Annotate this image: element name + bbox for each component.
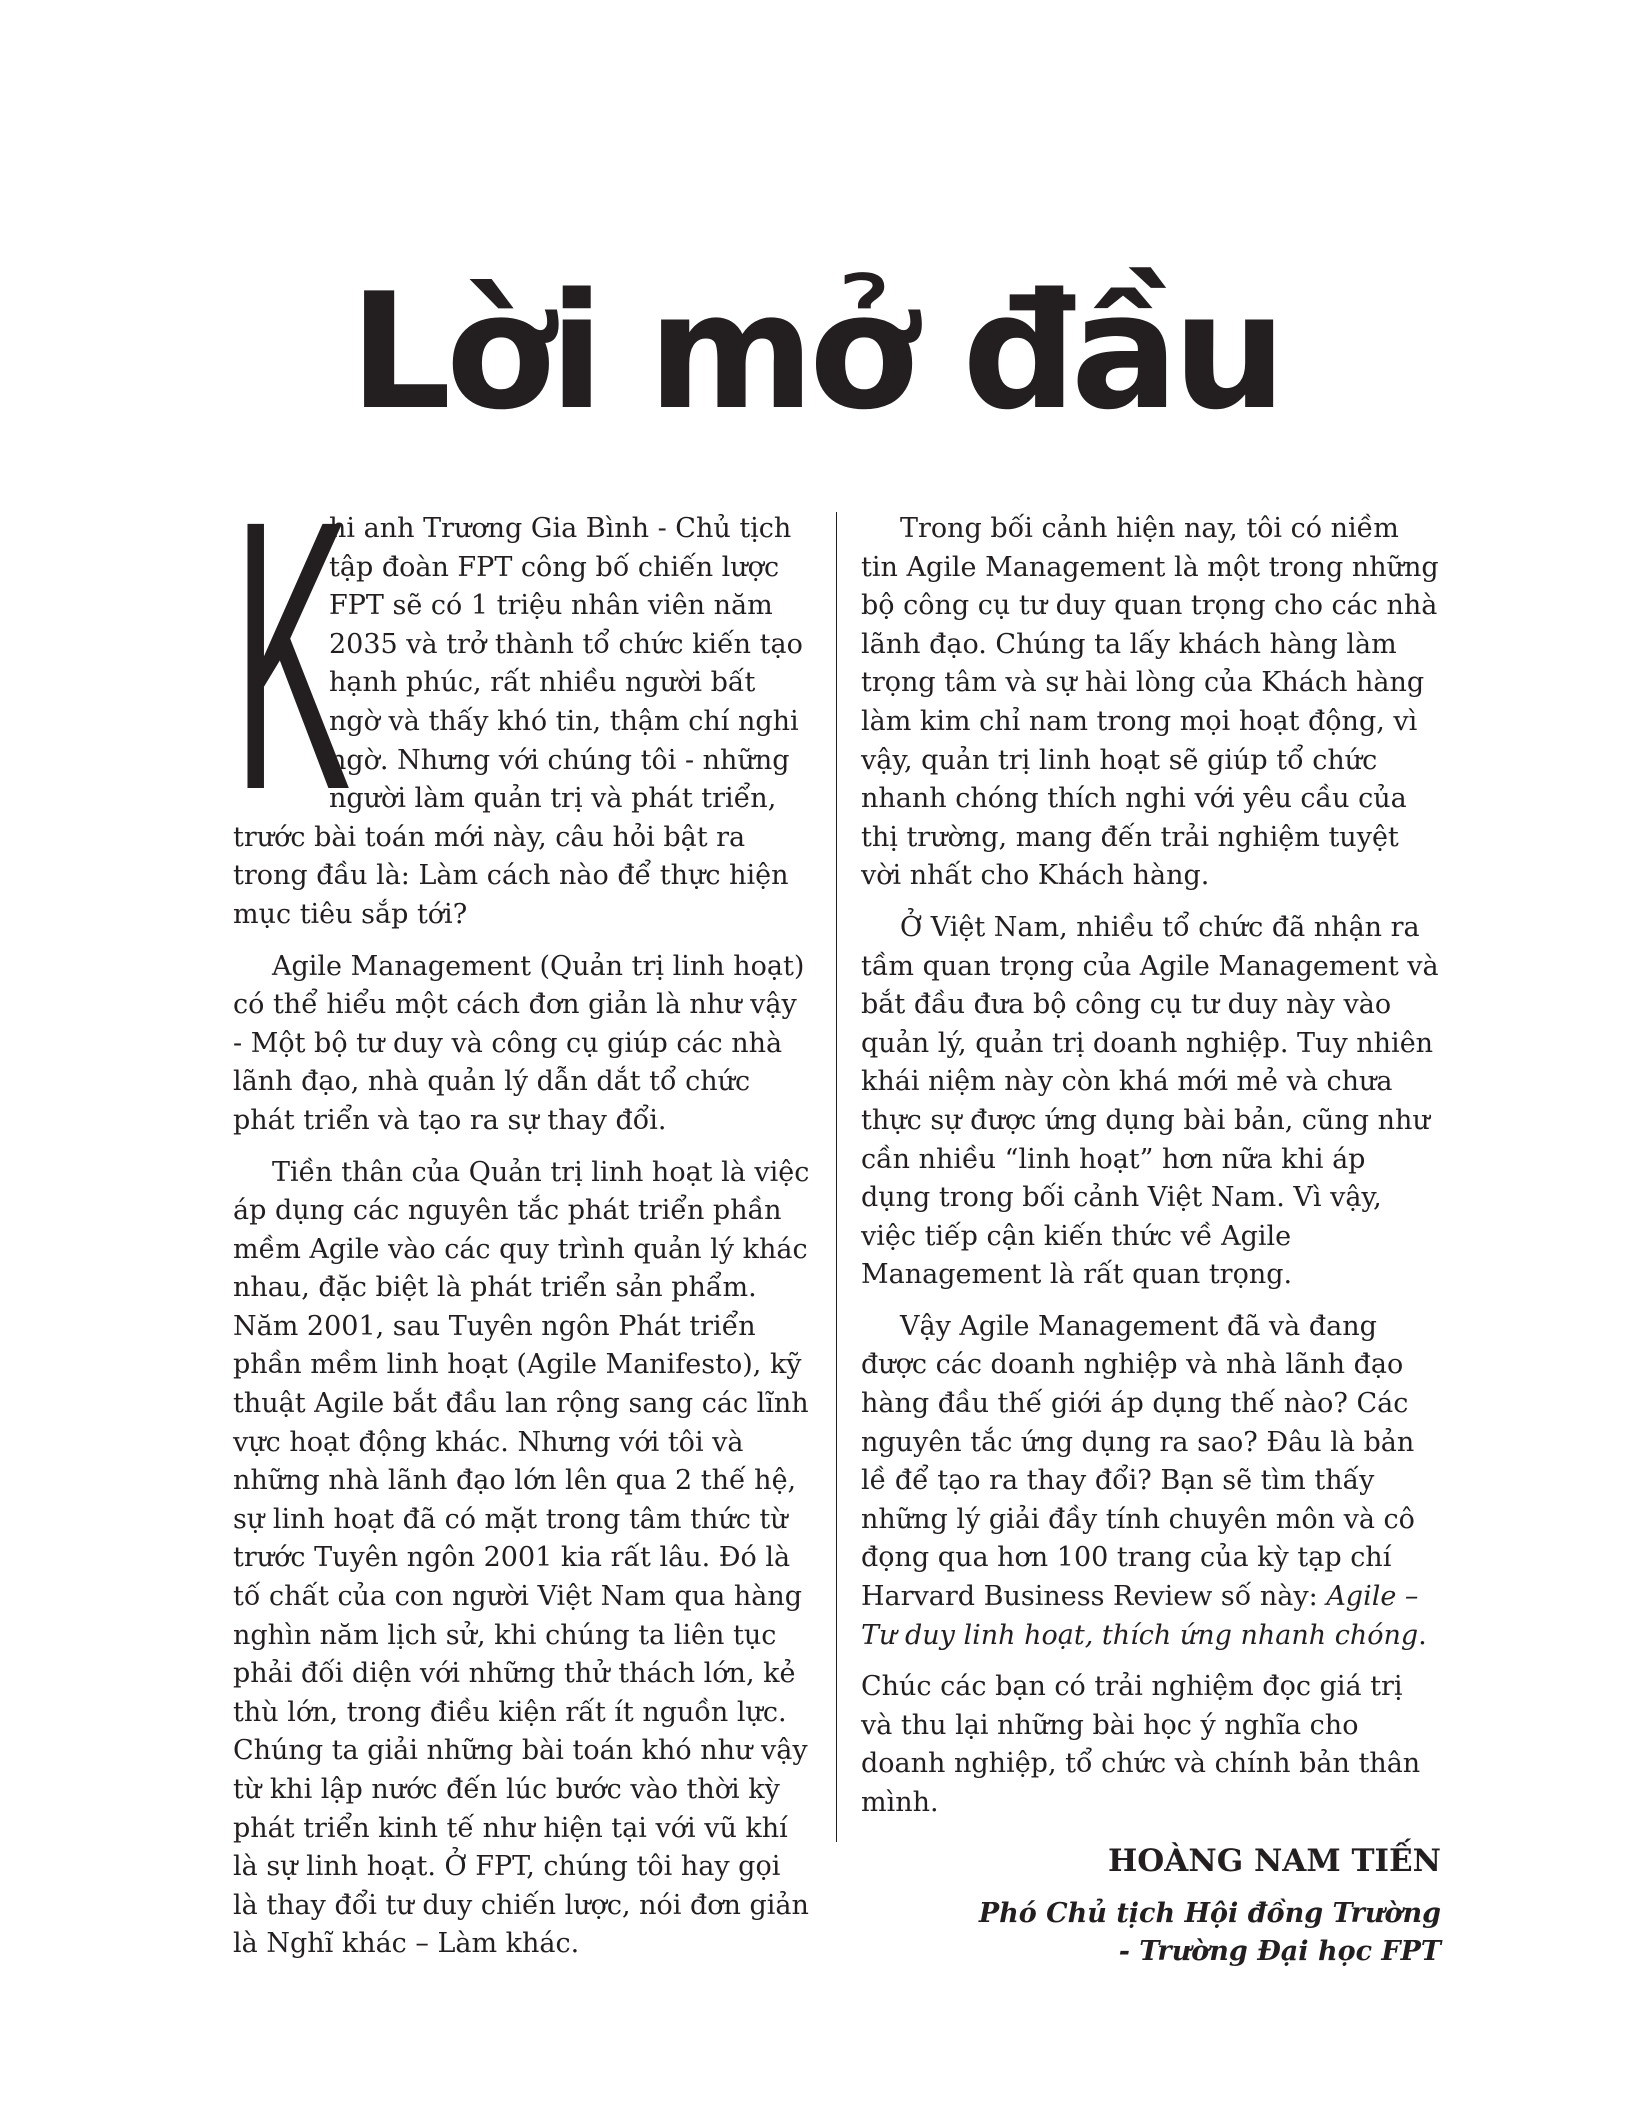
paragraph-agile-definition: Agile Management (Quản trị linh hoạt) có thể hiểu một cách đơn giản là như vậy - Một bộ tư duy và công cụ giúp các nhà lãnh đạo, nhà quản lý dẫn dắt tổ chức phát triển và tạo ra sự thay đổi.: [233, 950, 805, 1136]
paragraph-context: Trong bối cảnh hiện nay, tôi có niềm tin Agile Management là một trong những bộ công cụ tư duy quan trọng cho các nhà lãnh đạo. Chúng ta lấy khách hàng làm trọng tâm và sự hài lòng của Khách hàng làm kim chỉ nam trong mọi hoạt động, vì vậy, quản trị linh hoạt sẽ giúp tổ chức nhanh chóng thích nghi với yêu cầu của thị trường, mang đến trải nghiệm tuyệt vời nhất cho Khách hàng.: [861, 513, 1439, 892]
intro-text: hi anh Trương Gia Bình - Chủ tịch tập đoàn FPT công bố chiến lược FPT sẽ có 1 triệu nhân viên năm 2035 và trở thành tổ chức kiến tạo hạnh phúc, rất nhiều người bất ngờ và thấy khó tin, thậm chí nghi ngờ. Nhưng với chúng tôi - những người làm quản trị và phát triển, trước bài toán mới này, câu hỏi bật ra trong đầu là: Làm cách nào để thực hiện mục tiêu sắp tới?: [233, 513, 803, 930]
question-text: Vậy Agile Management đã và đang được các doanh nghiệp và nhà lãnh đạo hàng đầu thế giới áp dụng thế nào? Các nguyên tắc ứng dụng ra sao? Đâu là bản lề để tạo ra thay đổi? Bạn sẽ tìm thấy những lý giải đầy tính chuyên môn và cô đọng qua hơn 100 trang của kỳ tạp chí Harvard Business Review số này:: [861, 1310, 1415, 1613]
dropcap-container: [233, 441, 351, 870]
author-role-line1: Phó Chủ tịch Hội đồng Trường: [978, 1897, 1441, 1929]
author-name: HOÀNG NAM TIẾN: [1108, 1842, 1441, 1879]
author-role-line2: - Trường Đại học FPT: [1118, 1935, 1441, 1967]
dropcap-letter: K: [233, 441, 351, 870]
question-end: .: [1418, 1619, 1427, 1651]
paragraph-agile-history: Tiền thân của Quản trị linh hoạt là việc áp dụng các nguyên tắc phát triển phần mềm Agile vào các quy trình quản lý khác nhau, đặc biệt là phát triển sản phẩm. Năm 2001, sau Tuyên ngôn Phát triển phần mềm linh hoạt (Agile Manifesto), kỹ thuật Agile bắt đầu lan rộng sang các lĩnh vực hoạt động khác. Nhưng với tôi và những nhà lãnh đạo lớn lên qua 2 thế hệ, sự linh hoạt đã có mặt trong tâm thức từ trước Tuyên ngôn 2001 kia rất lâu. Đó là tố chất của con người Việt Nam qua hàng nghìn năm lịch sử, khi chúng ta liên tục phải đối diện với những thử thách lớn, kẻ thù lớn, trong điều kiện rất ít nguồn lực. Chúng ta giải những bài toán khó như vậy từ khi lập nước đến lúc bước vào thời kỳ phát triển kinh tế như hiện tại với vũ khí là sự linh hoạt. Ở FPT, chúng tôi hay gọi là thay đổi tư duy chiến lược, nói đơn giản là Nghĩ khác – Làm khác.: [233, 1156, 810, 1960]
column-divider: [836, 512, 837, 1842]
left-column: [233, 441, 813, 1977]
right-column: [861, 510, 1441, 1971]
paragraph-closing: Chúc các bạn có trải nghiệm đọc giá trị và thu lại những bài học ý nghĩa cho doanh nghiệp, tổ chức và chính bản thân mình.: [861, 1671, 1421, 1818]
paragraph-intro: [233, 441, 813, 935]
paragraph-vietnam: Ở Việt Nam, nhiều tổ chức đã nhận ra tầm quan trọng của Agile Management và bắt đầu đưa bộ công cụ tư duy này vào quản lý, quản trị doanh nghiệp. Tuy nhiên khái niệm này còn khá mới mẻ và chưa thực sự được ứng dụng bài bản, cũng như cần nhiều “linh hoạt” hơn nữa khi áp dụng trong bối cảnh Việt Nam. Vì vậy, việc tiếp cận kiến thức về Agile Management là rất quan trọng.: [861, 911, 1439, 1291]
paragraph-question: [861, 1308, 1441, 1655]
magazine-issue-title: Agile – Tư duy linh hoạt, thích ứng nhanh chóng: [861, 1581, 1419, 1651]
page-title: Lời mở đầu: [349, 258, 1281, 445]
signature-block: [861, 1839, 1441, 1971]
